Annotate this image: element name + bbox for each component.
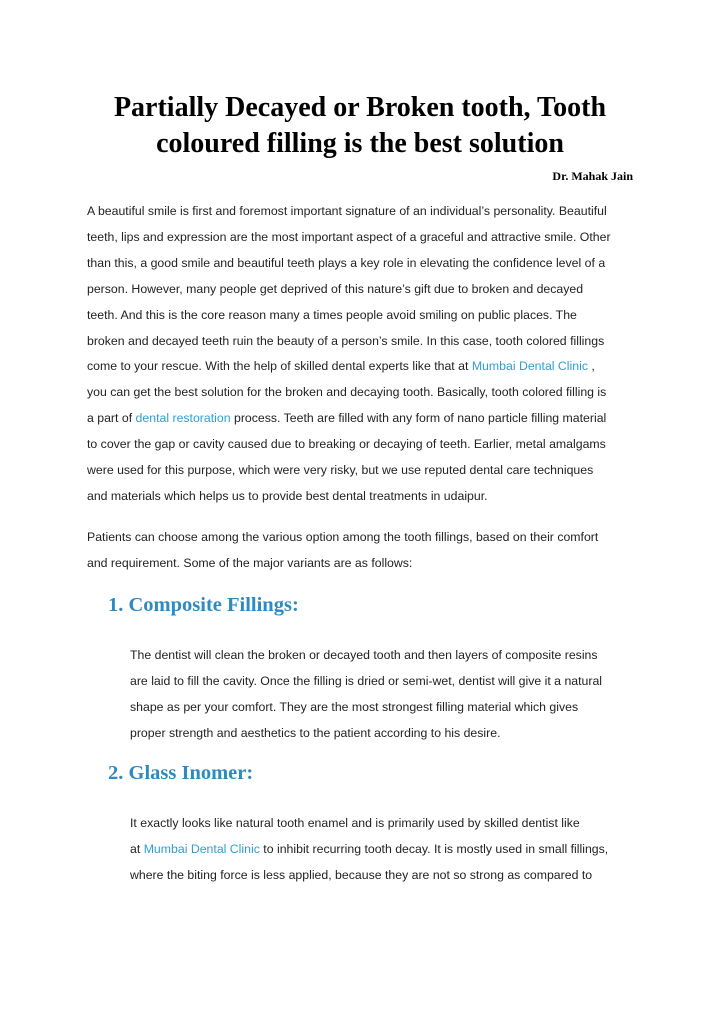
mumbai-dental-clinic-link[interactable]: Mumbai Dental Clinic — [143, 841, 260, 856]
text-line — [130, 837, 635, 863]
section-heading-glass-inomer: 2. Glass Inomer: — [108, 762, 254, 784]
text-line — [87, 406, 635, 432]
text-line: proper strength and aesthetics to the patient according to his desire. — [130, 725, 501, 740]
text-line: where the biting force is less applied, because they are not so strong as compared to — [130, 867, 593, 882]
glass-inomer-paragraph — [130, 811, 635, 889]
text-line: than this, a good smile and beautiful teeth plays a key role in elevating the confidence level of a — [87, 255, 606, 270]
intro-paragraph — [87, 199, 635, 510]
text-line: are laid to fill the cavity. Once the filling is dried or semi-wet, dentist will give it a natural — [130, 673, 603, 688]
text-line: to cover the gap or cavity caused due to breaking or decaying of teeth. Earlier, metal amalgams — [87, 437, 606, 452]
mumbai-dental-clinic-link[interactable]: Mumbai Dental Clinic — [471, 359, 588, 374]
composite-fillings-paragraph — [130, 643, 635, 747]
page-title — [60, 90, 660, 162]
text-line — [87, 354, 635, 380]
text-line: teeth. And this is the core reason many a times people avoid smiling on public places. The — [87, 307, 577, 322]
text-line: The dentist will clean the broken or decayed tooth and then layers of composite resins — [130, 648, 598, 662]
text-line: and requirement. Some of the major variants are as follows: — [87, 555, 413, 570]
title-line: Partially Decayed or Broken tooth, Tooth — [113, 92, 607, 123]
section-heading-composite-fillings: 1. Composite Fillings: — [108, 594, 299, 616]
options-paragraph — [87, 525, 635, 577]
title-line: coloured filling is the best solution — [156, 128, 564, 159]
text-line: shape as per your comfort. They are the most strongest filling material which gives — [130, 699, 579, 714]
text-line: and materials which helps us to provide best dental treatments in udaipur. — [87, 488, 488, 503]
text-line: teeth, lips and expression are the most important aspect of a graceful and attractive smile. Other — [87, 229, 611, 244]
text-line: person. However, many people get deprived of this nature’s gift due to broken and decayed — [87, 281, 584, 296]
text-line: It exactly looks like natural tooth enamel and is primarily used by skilled dentist like — [130, 816, 580, 830]
text-segment: to inhibit recurring tooth decay. It is mostly used in small fillings, — [259, 841, 609, 856]
text-line: were used for this purpose, which were very risky, but we use reputed dental care techniques — [87, 463, 594, 478]
text-segment: at — [130, 841, 144, 856]
text-line: A beautiful smile is first and foremost important signature of an individual’s personality. Beautiful — [87, 204, 607, 218]
text-segment: , — [588, 359, 595, 374]
text-segment: come to your rescue. With the help of skilled dental experts like that at — [87, 359, 472, 374]
text-line: broken and decayed teeth ruin the beauty of a person’s smile. In this case, tooth colored fillings — [87, 333, 605, 348]
text-line: you can get the best solution for the broken and decaying tooth. Basically, tooth colored filling is — [87, 385, 607, 400]
text-line: Patients can choose among the various option among the tooth fillings, based on their comfort — [87, 530, 599, 544]
text-segment: a part of — [87, 411, 136, 426]
dental-restoration-link[interactable]: dental restoration — [135, 411, 231, 426]
author-name: Dr. Mahak Jain — [552, 169, 633, 183]
text-segment: process. Teeth are filled with any form of nano particle filling material — [230, 411, 607, 426]
